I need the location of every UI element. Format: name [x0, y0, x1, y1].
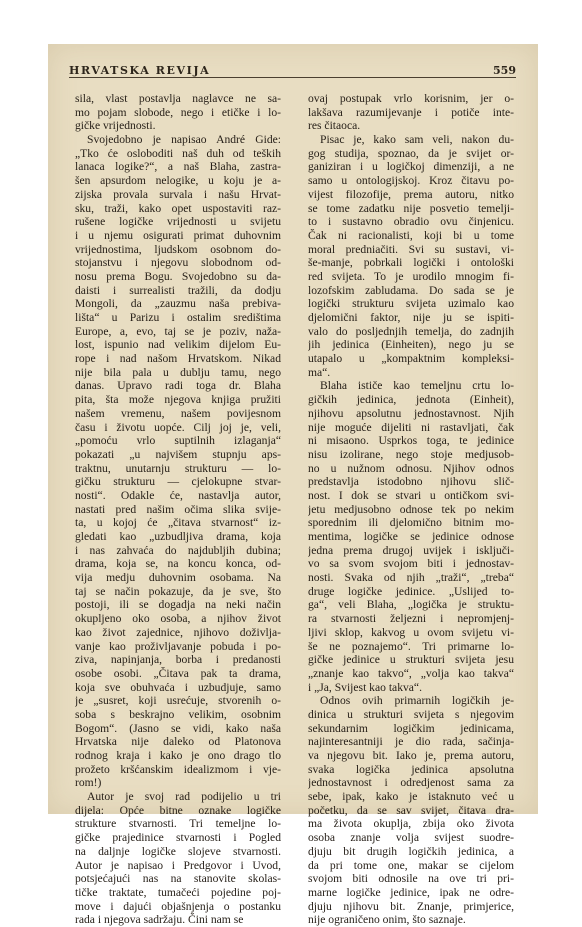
right-column-line: va njegovu bit. Iako je, prema autoru, [308, 749, 514, 762]
right-column-line: lozofskim zabludama. Do sada se je [308, 283, 514, 297]
right-column-line: i „Ja, Svijest kao takva“. [308, 680, 422, 694]
left-column-line: ziva, napinjanja, borba i predanosti [75, 653, 281, 667]
left-column-line: potsjećajući nas na stanovite skolas- [75, 872, 281, 886]
right-column-line: da pri tome one, makar se cijelom [308, 858, 514, 872]
right-column-line: svaka logička jedinica apsolutna [308, 762, 514, 776]
right-column-line: to i sustavno obradio ovu činjenicu. [308, 215, 514, 229]
left-column-line: i nas zahvaća do najdubljih dubina; [75, 543, 281, 557]
right-column-line: ga“, veli Blaha, „logička je struktu- [308, 598, 514, 612]
left-column-line: daisti i surrealisti tražili, da dodju [75, 283, 281, 297]
right-column-line: djelomični faktor, nije ju se ispiti- [308, 311, 514, 324]
right-column-line: Čak ni racionalisti, koji bi u tome [308, 228, 514, 242]
right-column-line: druge logičke jedinice. „Uslijed to- [308, 584, 514, 598]
left-column-line: gledati kao „uzbudljiva drama, koja [75, 530, 281, 543]
right-column-line: ma života okuplja, zbija oko života [308, 817, 514, 831]
right-column-line: ganiziran i u logičkoj dimenziji, a ne [308, 160, 514, 174]
right-column-line: nije moguće dijeliti ni rastavljati, čak [308, 420, 514, 434]
left-column-line: Mongoli, da „zauzmu naša prebiva- [75, 297, 281, 311]
right-column-line: vijest filozofije, prema autoru, nitko [308, 187, 514, 201]
right-column-line: „znanje kao takvo“, „volja kao takva“ [308, 666, 514, 680]
right-column-line: lakšava razumijevanje i potiče inte- [308, 105, 514, 119]
left-column-line: okupljeno oko osoba, a njihov život [75, 612, 281, 626]
right-column-line: Pisac je, kako sam veli, nakon du- [320, 133, 514, 147]
right-column-line: utapalo u „kompaktnim kompleksi- [308, 352, 514, 366]
right-column-line: vo sa svom svojom biti i jednostav- [308, 557, 514, 571]
right-column-line: ljivi sklop, kakvog u ovom svijetu vi- [308, 625, 514, 639]
right-column-line: Odnos ovih primarnih logičkih je- [320, 694, 514, 708]
left-column-line: taj se način pokazuje, da je sve, što [75, 584, 281, 598]
left-column-line: Autor je svoj rad podijelio u tri [87, 790, 281, 804]
right-column-line: sporednim ili djelomično bitnim mo- [308, 516, 514, 530]
running-header [69, 61, 516, 78]
left-column-line: soba s beskrajno velikim, osobnim [75, 707, 281, 721]
left-column-line: rušene logičke vrijednosti u svijetu [75, 215, 281, 229]
right-column-line: ra stvarnosti željezni i nepromjenj- [308, 612, 514, 626]
left-column-line: je „susret, koji usrećuje, stvorenih o- [75, 694, 281, 708]
right-column-line: ma“. [308, 365, 331, 379]
left-column-line: rada i njegova sadržaju. Čini nam se [75, 913, 244, 927]
right-column-line: no u nužnom odnosu. Njihov odnos [308, 461, 514, 475]
book-page [48, 44, 538, 927]
left-column-line: šen apsurdom nelogike, u koju je a- [75, 174, 281, 188]
right-column-line: njihovu apsolutnu jednostavnost. Njih [308, 406, 514, 420]
left-column-line: gičku strukturu — cjelokupne stvar- [75, 475, 281, 489]
left-column-line: našem vremenu, našem povijesnom [75, 406, 281, 420]
left-column-line: move i dajući objašnjenja o postanku [75, 899, 281, 913]
left-column-line: lost, ispunio nad velikim dijelom Eu- [75, 338, 281, 352]
right-column-line: gičkih jedinica, jednota (Einheit), [308, 393, 514, 407]
left-column-line: rope i nad našom Hrvatskom. Nikad [75, 352, 281, 366]
right-column-line: moral predniačiti. Svi su sustavi, vi- [308, 242, 514, 256]
right-column-line: jih jedinica (Einheiten), nego ju se [308, 338, 514, 352]
page-number: 559 [493, 64, 516, 77]
right-column-line: sekundarnim logičkim jedinicama, [308, 721, 514, 735]
left-column-line: sila, vlast postavlja naglavce ne sa- [75, 92, 281, 105]
left-column-line: mo pojam slobode, nego i etičke i lo- [75, 105, 281, 119]
right-column-line: logički strukturu svijeta uzimalo kao [308, 297, 514, 311]
left-column-line: gičke prajedinice stvarnosti i Pogled [75, 831, 281, 845]
left-column-line: Hrvatska nije daleko od Platonova [75, 735, 281, 749]
left-column-line: nosti“. Odakle će, nastavlja autor, [75, 488, 281, 502]
right-text-column [308, 92, 514, 927]
right-column-line: se tome zadatku nije posvetio temelji- [308, 201, 514, 215]
right-column-line: jetu medjusobno odnose tek po nekim [308, 502, 514, 516]
left-column-line: drama, koja se, na koncu konca, od- [75, 557, 281, 571]
right-column-line: predstavlja istodobno njihovu slič- [308, 475, 514, 489]
left-column-line: času i životu uopće. Cilj joj je, veli, [75, 420, 281, 434]
left-column-line: dijela: Opće bitne oznake logičke [75, 803, 281, 817]
right-column-line: še ne poznajemo“. Tri primarne lo- [308, 639, 514, 653]
right-column-line: mentima, logičke se jedinice odnose [308, 530, 514, 543]
left-column-line: nastati pred našim očima slika svije- [75, 502, 281, 516]
right-column-line: djuju njihovu bit. Znanje, primjerice, [308, 899, 514, 913]
left-column-line: vanje kao proživljavanje pobuda i po- [75, 639, 281, 653]
right-column-line: gičke jedinice u strukturi svijeta jesu [308, 653, 514, 667]
right-column-line: najinteresantniji je dio rada, sačinja- [308, 735, 514, 749]
right-column-line: Blaha ističe kao temeljnu crtu lo- [320, 379, 514, 393]
right-column-line: dinica u strukturi svijeta s njegovim [308, 707, 514, 721]
left-column-line: prožeto kršćanskim idealizmom i vje- [75, 762, 281, 776]
left-column-line: traktnu, unutarnju strukturu — lo- [75, 461, 281, 475]
right-column-line: jedna prema drugoj uvijek i isključi- [308, 543, 514, 557]
right-column-line: nosti. Svaka od njih „traži“, „treba“ [308, 571, 514, 585]
left-column-line: strukture stvarnosti. Tri temeljne lo- [75, 817, 281, 831]
journal-title: HRVATSKA REVIJA [69, 64, 211, 77]
left-column-line: nije bila pala u dublju tamu, nego [75, 365, 281, 379]
right-column-line: valo do posljednjih temelja, do zadnjih [308, 324, 514, 338]
right-column-line: ni misaono. Usprkos toga, te jedinice [308, 434, 514, 448]
left-column-line: gičke vrijednosti. [75, 119, 156, 133]
right-column-line: svojom biti odnosile na ove tri pri- [308, 872, 514, 886]
right-column-line: jednostavnost i odredjenost sama za [308, 776, 514, 790]
left-column-line: stojanstvu i njegovu slobodnom od- [75, 256, 281, 270]
right-column-line: res čitaoca. [308, 119, 361, 133]
right-column-line: sebe, ipak, kako je istaknuto već u [308, 790, 514, 804]
left-column-line: Svojedobno je napisao André Gide: [87, 133, 281, 147]
left-column-line: „pomoću vrlo suptilnih izlaganja“ [75, 434, 281, 448]
left-column-line: lanaca logike?“, a naš Blaha, zastra- [75, 160, 281, 174]
left-column-line: kao život zajednice, njihovo doživlja- [75, 625, 281, 639]
left-column-line: pita, šta može njegova knjiga pružiti [75, 393, 281, 407]
left-column-line: zijska provala survala i našu Hrvat- [75, 187, 281, 201]
right-column-line: gog studija, spoznao, da je svijet or- [308, 146, 514, 160]
left-column-line: Europe, a, evo, taj se je poziv, naža- [75, 324, 281, 338]
right-column-line: osoba znanje volja svijest suodre- [308, 831, 514, 845]
left-column-line: koja sve obuhvaća i uzbudjuje, samo [75, 680, 281, 694]
right-column-line: red svijeta. To je urodilo mnogim fi- [308, 269, 514, 283]
left-column-line: tičke traktate, tumačeći pojedine poj- [75, 885, 281, 899]
left-column-line: na daljnje logičke slojeve stvarnosti. [75, 844, 281, 858]
left-column-line: vija medju duhovnim osobama. Na [75, 571, 281, 585]
right-column-line: marne logičke jedinice, ipak ne odre- [308, 885, 514, 899]
left-column-line: lišta“ u Parizu i ostalim središtima [75, 311, 281, 324]
left-column-line: pokazati „u najvišem stupnju aps- [75, 447, 281, 461]
left-column-line: danas. Upravo radi toga dr. Blaha [75, 379, 281, 393]
left-column-line: sku, traži, kako opet uspostaviti raz- [75, 201, 281, 215]
left-column-line: ta, u kojoj će „čitava stvarnost“ iz- [75, 516, 281, 530]
left-column-line: osobe osobi. „Čitava pak ta drama, [75, 666, 281, 680]
right-column-line: samo u ontologijskoj. Kroz čitavu po- [308, 174, 514, 188]
left-column-line: Autor je napisao i Predgovor i Uvod, [75, 858, 281, 872]
right-column-line: početku, da se sav svijet, čitava dra- [308, 803, 514, 817]
left-column-line: „Tko će osloboditi naš duh od teških [75, 146, 281, 160]
left-column-line: vrijednostima, ljudskom osobnom do- [75, 242, 281, 256]
right-column-line: djuju bit drugih logičkih jedinica, a [308, 844, 514, 858]
left-column-line: postoji, ili se dogadja na neki način [75, 598, 281, 612]
left-text-column [75, 92, 281, 927]
left-column-line: i u njemu osigurati primat duhovnim [75, 228, 281, 242]
right-column-line: nisu izolirane, nego stoje medjusob- [308, 447, 514, 461]
right-column-line: ovaj postupak vrlo korisnim, jer o- [308, 92, 514, 105]
right-column-line: nije ograničeno onim, što saznaje. [308, 913, 466, 927]
left-column-line: rodnog kraja i kako je ono drago tlo [75, 749, 281, 762]
left-column-line: rom!) [75, 776, 102, 790]
left-column-line: Bogom“. (Jasno se vidi, kako naša [75, 721, 281, 735]
right-column-line: še-manje, pobrkali logički i ontološki [308, 256, 514, 270]
left-column-line: nosu prema Bogu. Svojedobno su da- [75, 269, 281, 283]
right-column-line: nost. I dok se stvari u ontičkom svi- [308, 488, 514, 502]
